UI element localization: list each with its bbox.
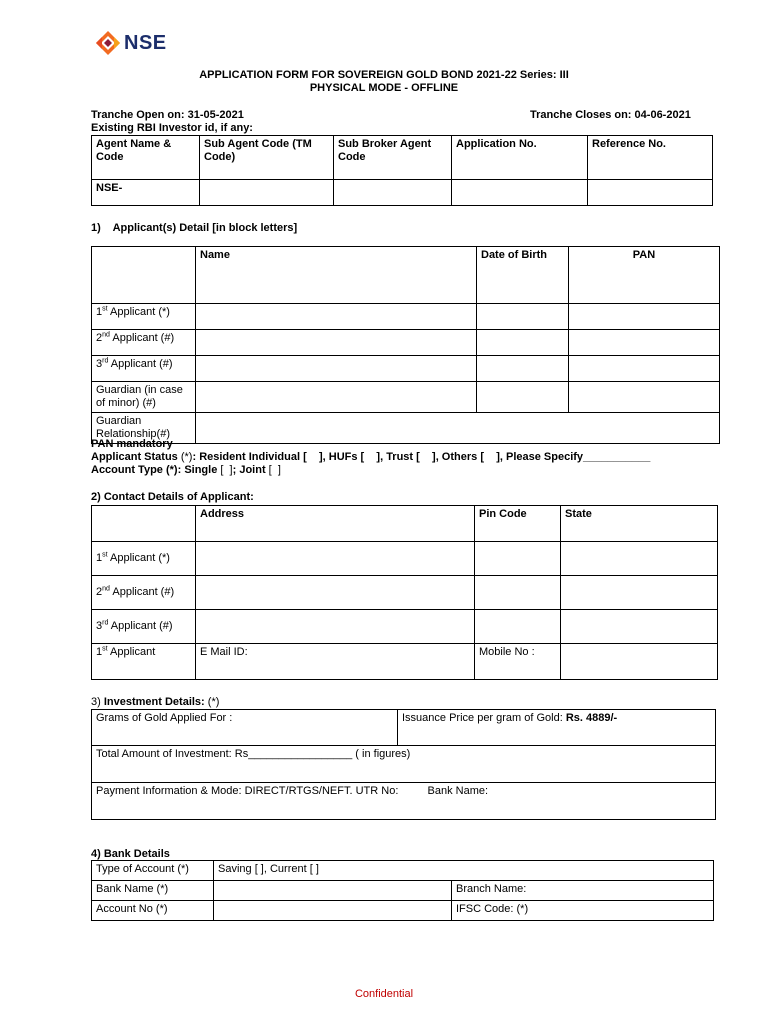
contact-1-address-field[interactable]	[196, 542, 475, 576]
applicant-3-label: 3rd Applicant (#)	[92, 356, 196, 382]
dob-header: Date of Birth	[477, 247, 569, 304]
logo-text: NSE	[124, 32, 167, 54]
applicant-1-pan-field[interactable]	[569, 304, 720, 330]
applicant-3-pan-field[interactable]	[569, 356, 720, 382]
account-type-line: Account Type (*): Single [ ]; Joint [ ]	[91, 464, 281, 476]
issuance-price-value: Rs. 4889/-	[565, 712, 618, 724]
pin-code-header: Pin Code	[475, 506, 561, 542]
account-no-label: Account No (*)	[92, 901, 214, 921]
guardian-dob-field[interactable]	[477, 382, 569, 413]
contact-1-pin-field[interactable]	[475, 542, 561, 576]
applicant-2-label: 2nd Applicant (#)	[92, 330, 196, 356]
mobile-field[interactable]: Mobile No :	[475, 644, 561, 680]
reference-no-field[interactable]	[588, 180, 713, 206]
contact-2-pin-field[interactable]	[475, 576, 561, 610]
payment-info-field[interactable]: Payment Information & Mode: DIRECT/RTGS/NEFT. UTR No: Bank Name:	[92, 783, 716, 820]
sub-broker-header: Sub Broker Agent Code	[334, 136, 452, 180]
applicant-2-name-field[interactable]	[196, 330, 477, 356]
nse-logo-icon	[96, 31, 120, 55]
account-type-label: Type of Account (*)	[92, 861, 214, 881]
applicant-2-pan-field[interactable]	[569, 330, 720, 356]
contact-1-label: 1st Applicant (*)	[92, 542, 196, 576]
contact-table	[91, 505, 718, 680]
bank-name-label: Bank Name (*)	[92, 881, 214, 901]
bank-table	[91, 860, 714, 921]
form-title: APPLICATION FORM FOR SOVEREIGN GOLD BOND 2021-22 Series: III	[199, 69, 569, 81]
agent-name-header: Agent Name & Code	[92, 136, 200, 180]
branch-name-field[interactable]: Branch Name:	[452, 881, 714, 901]
contact-3-address-field[interactable]	[196, 610, 475, 644]
section3-heading: 3) Investment Details: (*)	[91, 696, 220, 708]
tranche-close-date: 04-06-2021	[634, 109, 691, 121]
application-no-field[interactable]	[452, 180, 588, 206]
section1-heading: 1) Applicant(s) Detail [in block letters]	[91, 222, 298, 234]
contact-2-address-field[interactable]	[196, 576, 475, 610]
confidential-footer: Confidential	[354, 988, 414, 1000]
applicant-1-name-field[interactable]	[196, 304, 477, 330]
grams-field[interactable]: Grams of Gold Applied For :	[92, 710, 398, 746]
contact-3-pin-field[interactable]	[475, 610, 561, 644]
applicant-3-name-field[interactable]	[196, 356, 477, 382]
section2-heading: 2) Contact Details of Applicant:	[91, 491, 254, 503]
issuance-price: Issuance Price per gram of Gold: Rs. 4889/-	[398, 710, 716, 746]
account-joint-checkbox[interactable]: [ ]	[265, 464, 281, 476]
investment-table	[91, 709, 716, 820]
account-no-field[interactable]	[214, 901, 452, 921]
account-type-options[interactable]: Saving [ ], Current [ ]	[214, 861, 714, 881]
contact-email-label: 1st Applicant	[92, 644, 196, 680]
section4-heading: 4) Bank Details	[91, 848, 170, 860]
applicant-1-dob-field[interactable]	[477, 304, 569, 330]
rbi-investor-id-label: Existing RBI Investor id, if any:	[91, 122, 253, 134]
pan-mandatory-note: PAN mandatory	[91, 438, 173, 450]
agent-name-field[interactable]: NSE-	[92, 180, 200, 206]
guardian-relationship-label: Guardian Relationship(#)	[92, 413, 196, 444]
guardian-pan-field[interactable]	[569, 382, 720, 413]
payment-bank-name: Bank Name:	[427, 785, 489, 797]
guardian-label: Guardian (in case of minor) (#)	[92, 382, 196, 413]
reference-no-header: Reference No.	[588, 136, 713, 180]
sub-agent-code-header: Sub Agent Code (TM Code)	[200, 136, 334, 180]
applicant-3-dob-field[interactable]	[477, 356, 569, 382]
tranche-open-date: 31-05-2021	[187, 109, 244, 121]
tranche-close: Tranche Closes on: 04-06-2021	[530, 109, 691, 121]
applicant-table	[91, 246, 720, 444]
applicant-status-options[interactable]: : Resident Individual [ ], HUFs [ ], Trust [ ], Others [ ], Please Specify___________	[192, 451, 651, 463]
tranche-open: Tranche Open on: 31-05-2021	[91, 109, 244, 121]
agent-table	[91, 135, 713, 206]
guardian-name-field[interactable]	[196, 382, 477, 413]
mobile-extra-field[interactable]	[561, 644, 718, 680]
contact-1-state-field[interactable]	[561, 542, 718, 576]
email-field[interactable]: E Mail ID:	[196, 644, 475, 680]
applicant-status-line: Applicant Status (*): Resident Individual [ ], HUFs [ ], Trust [ ], Others [ ], Please Specify___________	[91, 451, 651, 463]
contact-2-label: 2nd Applicant (#)	[92, 576, 196, 610]
applicant-2-dob-field[interactable]	[477, 330, 569, 356]
guardian-relationship-field[interactable]	[196, 413, 720, 444]
account-single-checkbox[interactable]: [ ]	[217, 464, 233, 476]
pan-header: PAN	[569, 247, 720, 304]
sub-broker-field[interactable]	[334, 180, 452, 206]
contact-3-label: 3rd Applicant (#)	[92, 610, 196, 644]
ifsc-field[interactable]: IFSC Code: (*)	[452, 901, 714, 921]
contact-3-state-field[interactable]	[561, 610, 718, 644]
address-header: Address	[196, 506, 475, 542]
sub-agent-code-field[interactable]	[200, 180, 334, 206]
bank-name-field[interactable]	[214, 881, 452, 901]
state-header: State	[561, 506, 718, 542]
applicant-1-label: 1st Applicant (*)	[92, 304, 196, 330]
form-subtitle: PHYSICAL MODE - OFFLINE	[309, 82, 459, 94]
name-header: Name	[196, 247, 477, 304]
total-amount-field[interactable]: Total Amount of Investment: Rs_________________ ( in figures)	[92, 746, 716, 783]
contact-2-state-field[interactable]	[561, 576, 718, 610]
application-no-header: Application No.	[452, 136, 588, 180]
